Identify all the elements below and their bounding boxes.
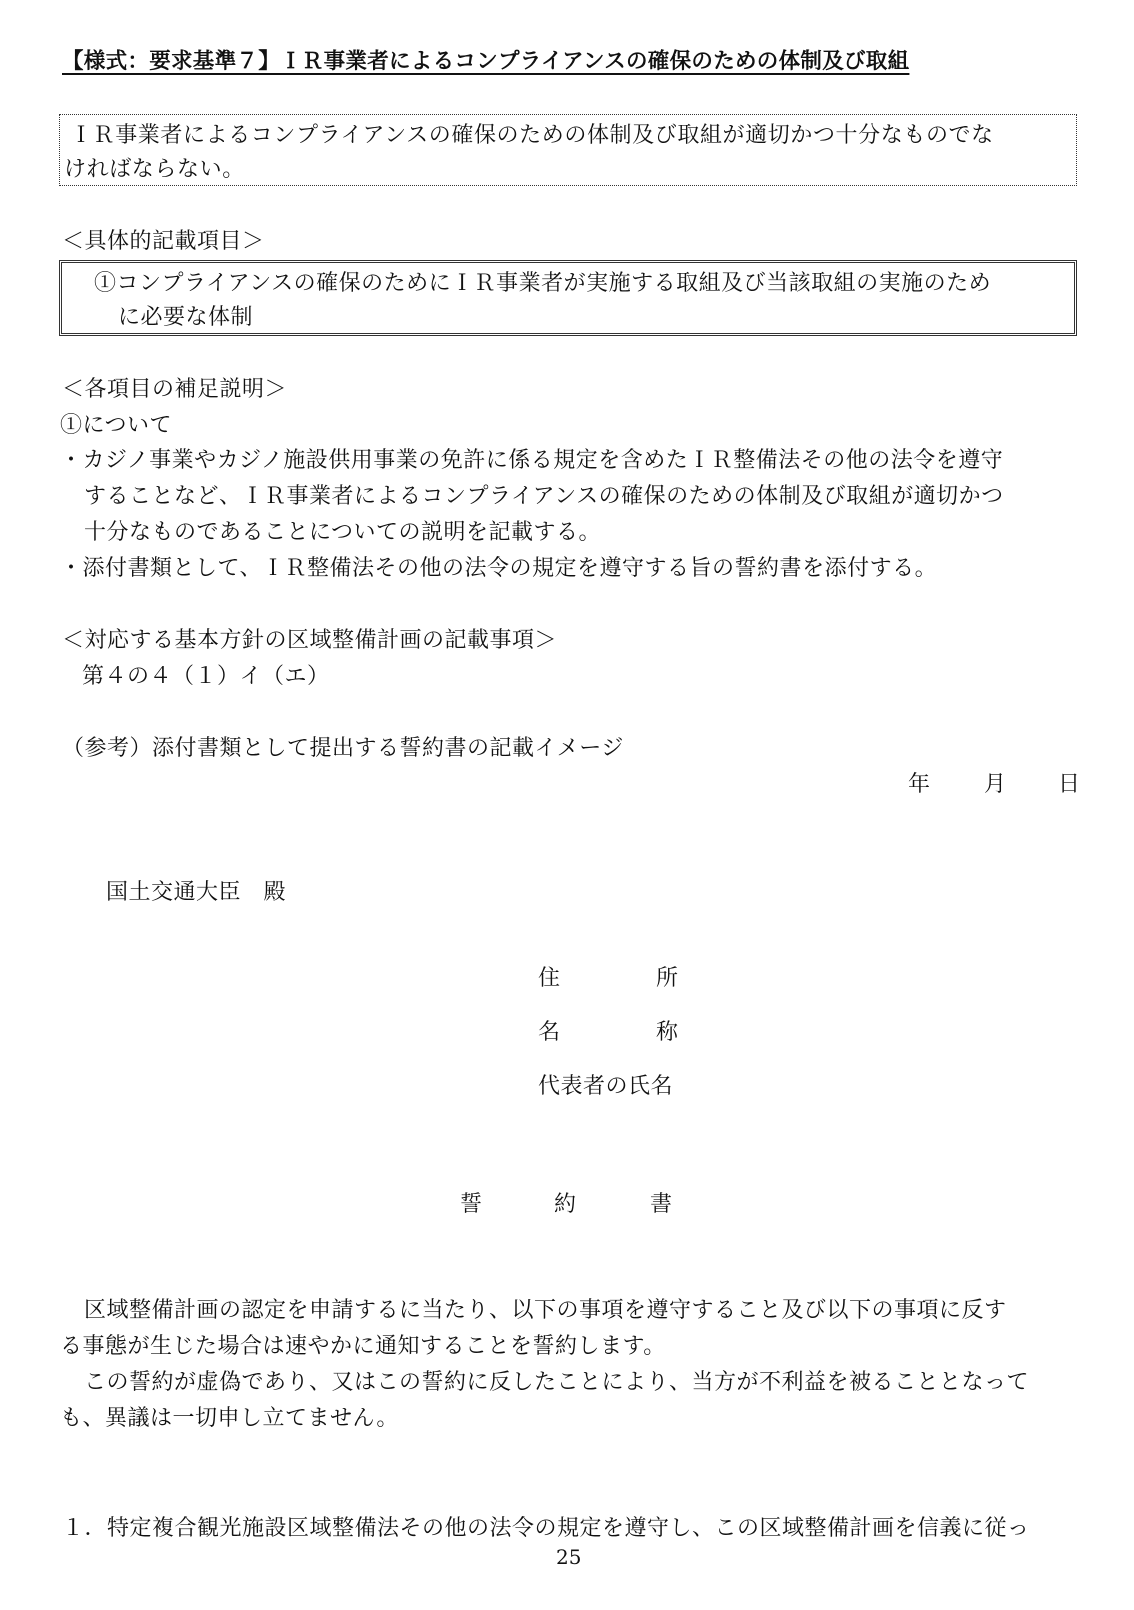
pledge-paragraph-2-line-2: も、異議は一切申し立てません。	[60, 1406, 399, 1431]
supplement-sub-heading: ①について	[60, 413, 173, 438]
pledge-paragraph-1-line-1: 区域整備計画の認定を申請するに当たり、以下の事項を遵守すること及び以下の事項に反す	[84, 1298, 1007, 1323]
pledge-paragraph-2-line-1: この誓約が虚偽であり、又はこの誓約に反したことにより、当方が不利益を被ることとなって	[84, 1370, 1030, 1395]
pledge-title-char-2: 約	[554, 1192, 577, 1217]
supplement-bullet-1-line-2: することなど、ＩＲ事業者によるコンプライアンスの確保のための体制及び取組が適切かつ	[84, 484, 1004, 509]
pledge-item-1: １．特定複合観光施設区域整備法その他の法令の規定を遵守し、この区域整備計画を信義に従っ	[62, 1516, 1030, 1541]
specific-items-heading: ＜具体的記載項目＞	[62, 229, 265, 254]
pledge-title-char-1: 誓	[460, 1192, 483, 1217]
page-title: 【様式：要求基準７】ＩＲ事業者によるコンプライアンスの確保のための体制及び取組	[62, 49, 910, 74]
policy-reference: 第４の４（１）イ（エ）	[82, 664, 330, 689]
supplement-bullet-1-line-3: 十分なものであることについての説明を記載する。	[84, 520, 602, 545]
address-label-left: 住	[538, 966, 561, 991]
pledge-paragraph-1-line-2: る事態が生じた場合は速やかに通知することを誓約します。	[60, 1334, 666, 1359]
supplement-bullet-1-line-1: ・カジノ事業やカジノ施設供用事業の免許に係る規定を含めたＩＲ整備法その他の法令を遵守	[60, 448, 1004, 473]
name-label-left: 名	[538, 1020, 561, 1045]
requirement-line-1: ＩＲ事業者によるコンプライアンスの確保のための体制及び取組が適切かつ十分なものでな	[70, 123, 994, 148]
page-number: 25	[556, 1545, 582, 1569]
reference-heading: （参考）添付書類として提出する誓約書の記載イメージ	[62, 736, 624, 761]
representative-name-label: 代表者の氏名	[538, 1074, 674, 1099]
supplement-bullet-2: ・添付書類として、ＩＲ整備法その他の法令の規定を遵守する旨の誓約書を添付する。	[60, 556, 938, 581]
supplement-heading: ＜各項目の補足説明＞	[62, 377, 288, 402]
addressee: 国土交通大臣 殿	[106, 880, 287, 905]
date-year: 年	[908, 772, 931, 797]
specific-item-1-line-2: に必要な体制	[118, 305, 254, 330]
policy-heading: ＜対応する基本方針の区域整備計画の記載事項＞	[62, 628, 558, 653]
requirement-line-2: ければならない。	[64, 157, 245, 182]
specific-item-1-line-1: ①コンプライアンスの確保のためにＩＲ事業者が実施する取組及び当該取組の実施のため	[94, 271, 992, 296]
address-label-right: 所	[656, 966, 679, 991]
date-day: 日	[1058, 772, 1081, 797]
name-label-right: 称	[656, 1020, 679, 1045]
date-month: 月	[984, 772, 1007, 797]
pledge-title-char-3: 書	[650, 1192, 673, 1217]
